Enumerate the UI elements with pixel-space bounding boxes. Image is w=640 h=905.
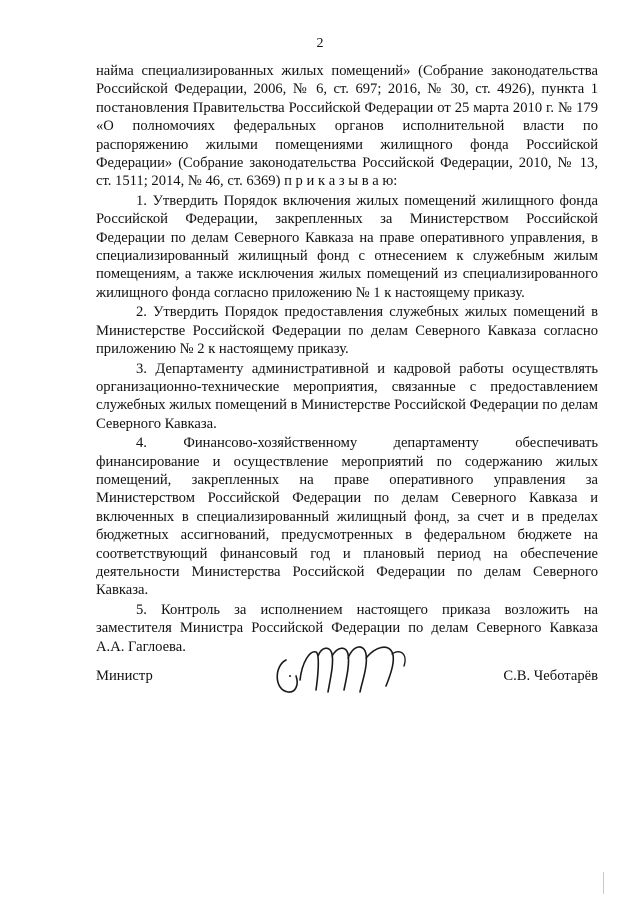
document-body <box>96 62 598 656</box>
paragraph-item-4: 4. Финансово-хозяйственному департаменту обеспечивать финансирование и осуществление мероприятий по содержанию жилых помещений, закрепленных на праве оперативного управления за Министерством Российской Федерации по делам Северного Кавказа и включенных в специализированный жилищный фонд, за счет и в пределах бюджетных ассигнований, предусмотренных в федеральном бюджете на соответствующий финансовый год и плановый период на обеспечение деятельности Министерства Российской Федерации по делам Северного Кавказа. <box>96 435 598 599</box>
paragraph-item-1: 1. Утвердить Порядок включения жилых помещений жилищного фонда Российской Федерации, закрепленных за Министерством Российской Федерации по делам Северного Кавказа на праве оперативного управления, в специализированный жилищный фонд с отнесением к служебным жилым помещениям, а также исключения жилых помещений из специализированного жилищного фонда согласно приложению № 1 к настоящему приказу. <box>96 192 598 301</box>
page-number: 2 <box>316 36 324 51</box>
handwritten-signature <box>266 632 426 702</box>
scan-artifact-line <box>603 872 604 894</box>
paragraph-item-3: 3. Департаменту административной и кадровой работы осуществлять организационно-технические мероприятия, связанные с предоставлением служебных жилых помещений в Министерстве Российской Федерации по делам Северного Кавказа. <box>96 360 598 432</box>
paragraph-preamble: найма специализированных жилых помещений» (Собрание законодательства Российской Федерации, 2006, № 6, ст. 697; 2016, № 30, ст. 4926), пункта 1 постановления Правительства Российской Федерации от 25 марта 2010 г. № 179 «О полномочиях федеральных органов исполнительной власти по распоряжению жилыми помещениями жилищного фонда Российской Федерации» (Собрание законодательства Российской Федерации, 2010, № 13, ст. 1511; 2014, № 46, ст. 6369) п р и к а з ы в а ю: <box>96 63 598 190</box>
paragraph-item-5: 5. Контроль за исполнением настоящего приказа возложить на заместителя Министра Российской Федерации по делам Северного Кавказа А.А. Гаглоева. <box>96 601 598 655</box>
paragraph-item-2: 2. Утвердить Порядок предоставления служебных жилых помещений в Министерстве Российской Федерации по делам Северного Кавказа согласно приложению № 2 к настоящему приказу. <box>96 304 598 358</box>
signer-name: С.В. Чеботарёв <box>503 668 598 684</box>
signature-block <box>96 630 598 710</box>
signer-position: Министр <box>96 668 153 684</box>
